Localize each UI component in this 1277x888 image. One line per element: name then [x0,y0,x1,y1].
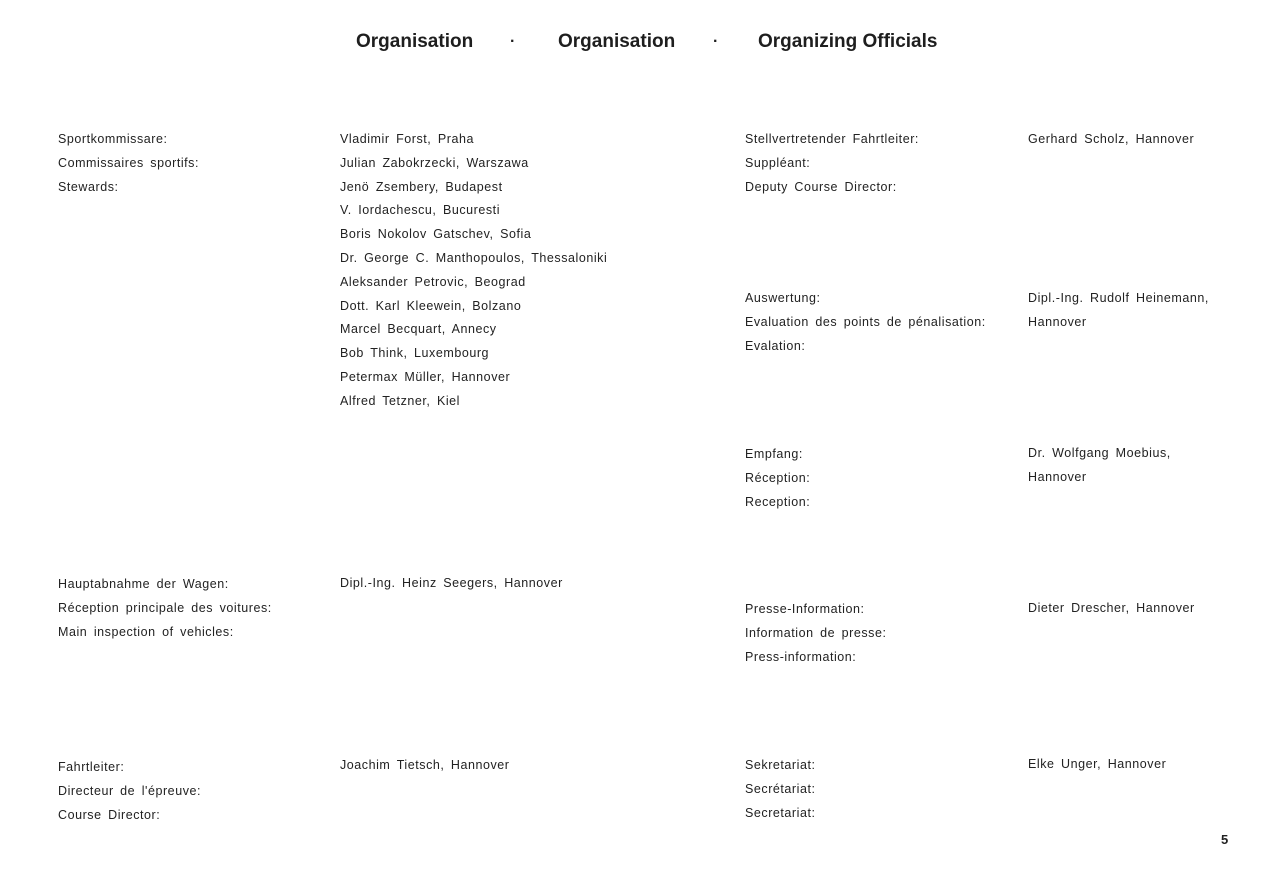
official-name: Hannover [1028,469,1087,484]
page-header [0,30,1277,56]
label-line: Commissaires sportifs: [58,155,200,170]
section-values-deputy-director [1028,128,1194,152]
label-line: Fahrtleiter: [58,760,125,774]
section-label-secretariat [745,754,816,825]
official-name: Dott. Karl Kleewein, Bolzano [340,298,522,313]
title-french: Organisation [558,31,676,52]
section-values-main-inspection [340,572,563,596]
official-name: Dr. George C. Manthopoulos, Thessaloniki [340,250,608,265]
official-name: Elke Unger, Hannover [1028,757,1167,771]
label-line: Empfang: [745,447,803,461]
official-name: V. Iordachescu, Bucuresti [340,203,501,218]
label-line: Stewards: [58,179,119,194]
label-line: Hauptabnahme der Wagen: [58,577,229,591]
section-label-course-director [58,756,201,827]
label-line: Evaluation des points de pénalisation: [745,314,986,329]
title-english: Organizing Officials [758,31,938,52]
official-name: Aleksander Petrovic, Beograd [340,274,526,289]
label-line: Directeur de l'épreuve: [58,783,202,798]
section-values-secretariat [1028,753,1166,777]
label-line: Deputy Course Director: [745,179,897,194]
official-name: Julian Zabokrzecki, Warszawa [340,155,529,170]
title-separator: · [713,33,719,50]
label-line: Sekretariat: [745,758,816,772]
label-line: Secrétariat: [745,781,816,796]
official-name: Dr. Wolfgang Moebius, [1028,446,1171,460]
section-values-reception [1028,442,1171,490]
label-line: Réception principale des voitures: [58,600,272,615]
label-line: Information de presse: [745,625,887,640]
label-line: Main inspection of vehicles: [58,624,234,639]
page-number: 5 [1221,832,1229,847]
label-line: Reception: [745,494,811,509]
label-line: Réception: [745,470,811,485]
official-name: Dieter Drescher, Hannover [1028,601,1195,615]
section-label-evaluation [745,287,986,358]
section-label-deputy-director [745,128,919,199]
official-name: Dipl.-Ing. Rudolf Heinemann, [1028,291,1209,305]
official-name: Marcel Becquart, Annecy [340,322,497,337]
official-name: Dipl.-Ing. Heinz Seegers, Hannover [340,576,563,590]
section-values-evaluation [1028,287,1209,335]
official-name: Joachim Tietsch, Hannover [340,758,510,772]
official-name: Jenö Zsembery, Budapest [340,179,503,194]
label-line: Evalation: [745,338,806,353]
official-name: Gerhard Scholz, Hannover [1028,132,1195,146]
section-values-course-director [340,754,510,778]
section-label-stewards [58,128,199,199]
label-line: Course Director: [58,807,161,822]
label-line: Sportkommissare: [58,132,168,146]
section-label-press-information [745,598,886,669]
official-name: Petermax Müller, Hannover [340,369,511,384]
label-line: Secretariat: [745,805,816,820]
title-separator: · [510,33,516,50]
section-label-reception [745,443,810,514]
label-line: Suppléant: [745,155,811,170]
official-name: Boris Nokolov Gatschev, Sofia [340,227,532,242]
section-values-press-information [1028,597,1195,621]
official-name: Vladimir Forst, Praha [340,132,474,146]
label-line: Stellvertretender Fahrtleiter: [745,132,919,146]
official-name: Bob Think, Luxembourg [340,346,490,361]
section-label-main-inspection [58,573,272,644]
label-line: Presse-Information: [745,602,865,616]
official-name: Alfred Tetzner, Kiel [340,393,460,408]
official-name: Hannover [1028,314,1087,329]
section-values-stewards [340,128,607,414]
label-line: Press-information: [745,649,857,664]
title-german: Organisation [356,31,474,52]
label-line: Auswertung: [745,291,821,305]
